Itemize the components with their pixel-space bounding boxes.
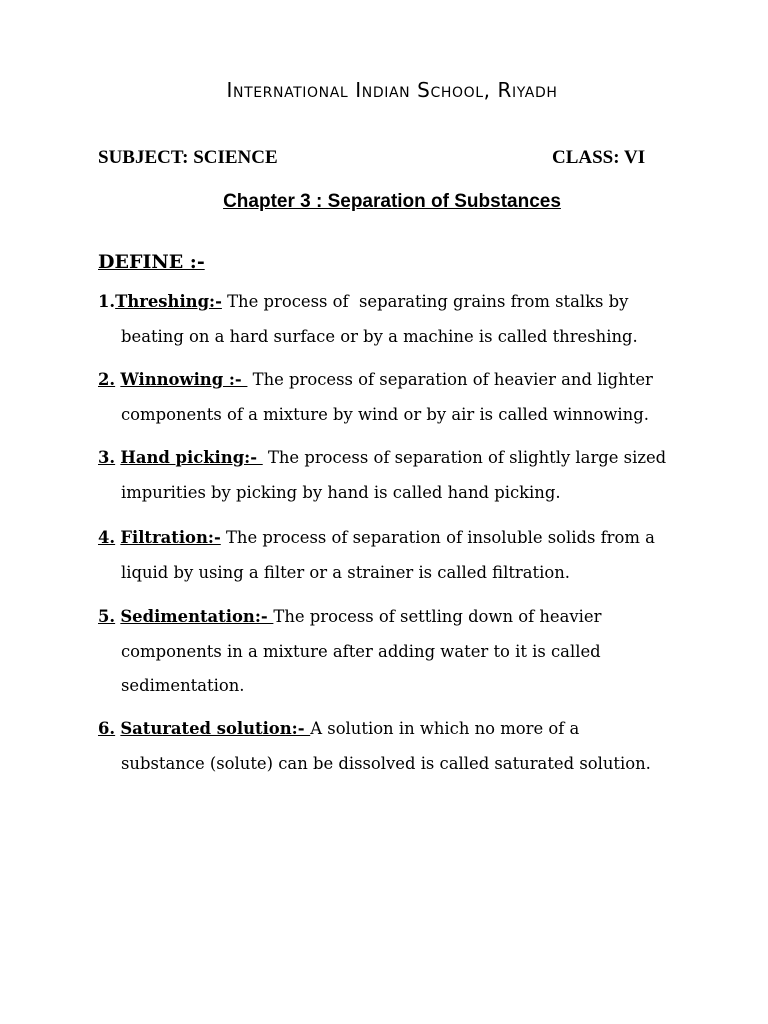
- definition-text-line-1: The process of separation of slightly large sized: [262, 448, 667, 467]
- definition-threshing: [98, 285, 698, 354]
- definition-term: Threshing:-: [115, 292, 222, 311]
- chapter-title: Chapter 3 : Separation of Substances: [223, 191, 561, 212]
- definition-number: 2.: [98, 370, 116, 389]
- definition-term: Sedimentation:-: [120, 607, 274, 626]
- definition-number: 1.: [98, 292, 116, 311]
- definition-term: Saturated solution:-: [120, 719, 311, 738]
- definition-number: 5.: [98, 607, 116, 626]
- definition-text-line-2: components in a mixture after adding water to it is called: [121, 641, 601, 661]
- definition-text-line-1: A solution in which no more of a: [310, 719, 580, 738]
- definition-sedimentation: [98, 600, 698, 704]
- definition-filtration: [98, 521, 698, 590]
- definition-saturated-solution: [98, 712, 698, 781]
- definition-text-line-2: substance (solute) can be dissolved is called saturated solution.: [121, 753, 651, 773]
- definition-number: 6.: [98, 719, 116, 738]
- definition-term: Hand picking:-: [120, 448, 263, 467]
- subject-label: SUBJECT: SCIENCE: [98, 147, 278, 168]
- school-title: International Indian School, Riyadh: [226, 78, 558, 102]
- definition-term: Filtration:-: [120, 528, 221, 547]
- definition-text-line-2: components of a mixture by wind or by air is called winnowing.: [121, 404, 649, 424]
- definition-text-line-1: The process of separating grains from stalks by: [221, 292, 629, 311]
- class-label: CLASS: VI: [552, 147, 646, 168]
- definition-term: Winnowing :-: [120, 370, 248, 389]
- definition-text-line-1: The process of separation of insoluble solids from a: [220, 528, 655, 547]
- definition-text-line-2: impurities by picking by hand is called hand picking.: [121, 482, 561, 502]
- definition-hand-picking: [98, 441, 698, 510]
- definition-text-line-1: The process of separation of heavier and lighter: [247, 370, 653, 389]
- definition-text-line-1: The process of settling down of heavier: [273, 607, 602, 626]
- definition-winnowing: [98, 363, 698, 432]
- section-title: DEFINE :-: [98, 251, 205, 273]
- definition-text-line-2: beating on a hard surface or by a machine is called threshing.: [121, 326, 638, 346]
- definition-text-line-2: liquid by using a filter or a strainer is called filtration.: [121, 562, 570, 582]
- definition-text-line-3: sedimentation.: [121, 676, 245, 695]
- definition-number: 3.: [98, 448, 116, 467]
- definition-number: 4.: [98, 528, 116, 547]
